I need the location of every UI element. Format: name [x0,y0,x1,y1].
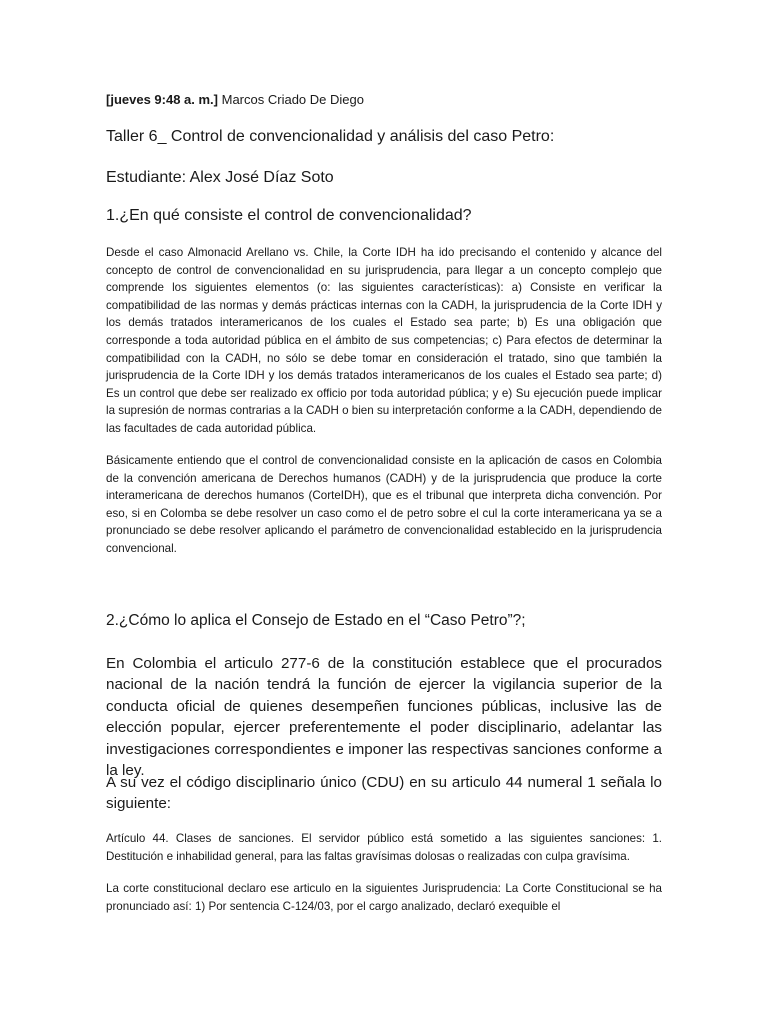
answer-2-paragraph-1: En Colombia el articulo 277-6 de la constitución establece que el procurados nacional de la nación tendrá la función de ejercer la vigilancia superior de la conducta oficial de quienes desempeñen funciones públicas, inclusive las de elección popular, ejercer preferentemente el poder disciplinario, adelantar las investigaciones correspondientes e imponer las respectivas sanciones conforme a la ley. [106,655,662,780]
message-header [106,92,364,107]
answer-2-article-44-quote: Artículo 44. Clases de sanciones. El servidor público está sometido a las siguientes sanciones: 1. Destitución e inhabilidad general, para las faltas gravísimas dolosas o realizadas con culpa gravísima. [106,832,662,863]
answer-1-paragraph-2: Básicamente entiendo que el control de convencionalidad consiste en la aplicación de casos en Colombia de la convención americana de Derechos humanos (CADH) y de la jurisprudencia que produce la corte interamericana de derechos humanos (CorteIDH), que es el tribunal que interpreta dicha convención. Por eso, si en Colomba se debe resolver un caso como el de petro sobre el cul la corte interamericana ya se a pronunciado se debe resolver aplicando el parámetro de convencionalidad establecido en la jurisprudencia convencional. [106,454,662,555]
document-title: Taller 6_ Control de convencionalidad y análisis del caso Petro: [106,128,555,145]
question-2: 2.¿Cómo lo aplica el Consejo de Estado en el “Caso Petro”?; [106,612,526,629]
answer-1-paragraph-1: Desde el caso Almonacid Arellano vs. Chile, la Corte IDH ha ido precisando el contenido y alcance del concepto de control de convencionalidad en su jurisprudencia, para llegar a un concepto complejo que comprende los siguientes elementos (o: las siguientes características): a) Consiste en verificar la compatibilidad de las normas y demás prácticas internas con la CADH, la jurisprudencia de la Corte IDH y los demás tratados interamericanos de los cuales el Estado sea parte; b) Es una obligación que corresponde a toda autoridad pública en el ámbito de sus competencias; c) Para efectos de determinar la compatibilidad con la CADH, no sólo se debe tomar en consideración el tratado, sino que también la jurisprudencia de la Corte IDH y los demás tratados interamericanos de los cuales el Estado sea parte; d) Es un control que debe ser realizado ex officio por toda autoridad pública; y e) Su ejecución puede implicar la supresión de normas contrarias a la CADH o bien su interpretación conforme a la CADH, dependiendo de las facultades de cada autoridad pública. [106,246,662,435]
answer-2-paragraph-2: A su vez el código disciplinario único (CDU) en su articulo 44 numeral 1 señala lo siguiente: [106,774,662,813]
answer-2-paragraph-4: La corte constitucional declaro ese articulo en la siguientes Jurisprudencia: La Corte Constitucional se ha pronunciado así: 1) Por sentencia C-124/03, por el cargo analizado, declaró exequible el [106,882,662,913]
question-1: 1.¿En qué consiste el control de convencionalidad? [106,207,472,224]
message-timestamp: [jueves 9:48 a. m.] [106,92,218,107]
student-name: Estudiante: Alex José Díaz Soto [106,169,334,186]
message-author: Marcos Criado De Diego [221,92,364,107]
